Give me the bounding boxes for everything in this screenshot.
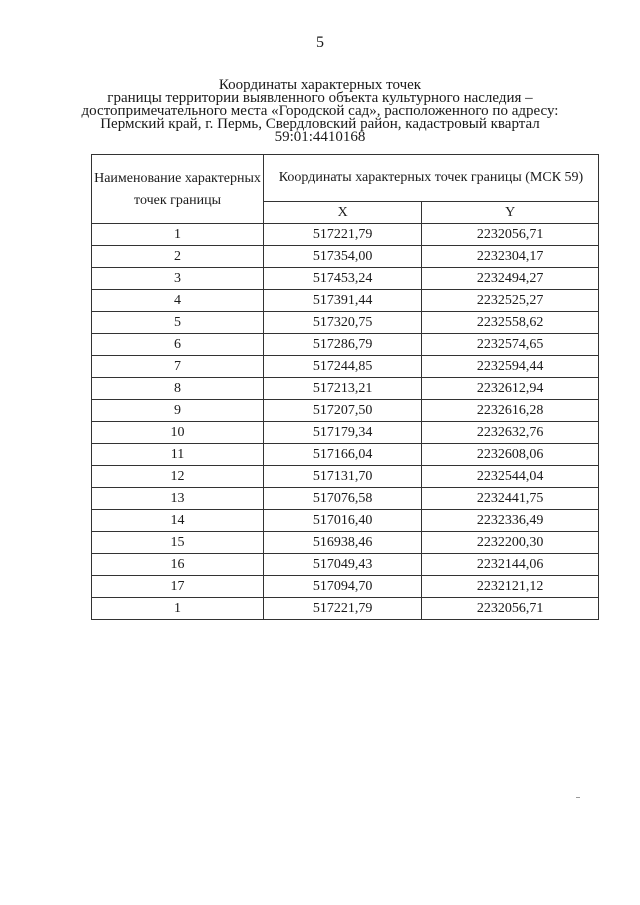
table-row — [92, 422, 599, 444]
x-coordinate-cell: 517221,79 — [264, 224, 422, 246]
point-name-cell: 2 — [92, 246, 264, 268]
y-coordinate-cell: 2232525,27 — [422, 290, 599, 312]
x-coordinate-cell: 517016,40 — [264, 510, 422, 532]
point-name-cell: 1 — [92, 598, 264, 620]
x-coordinate-cell: 517094,70 — [264, 576, 422, 598]
x-coordinate-cell: 517391,44 — [264, 290, 422, 312]
title-line: Координаты характерных точек — [218, 77, 422, 93]
table-row — [92, 334, 599, 356]
y-coordinate-cell: 2232121,12 — [422, 576, 599, 598]
x-coordinate-cell: 517213,21 — [264, 378, 422, 400]
x-coordinate-cell: 517320,75 — [264, 312, 422, 334]
point-name-cell: 11 — [92, 444, 264, 466]
point-name-cell: 5 — [92, 312, 264, 334]
y-coordinate-cell: 2232494,27 — [422, 268, 599, 290]
y-coordinate-cell: 2232616,28 — [422, 400, 599, 422]
x-coordinate-cell: 516938,46 — [264, 532, 422, 554]
x-coordinate-cell: 517049,43 — [264, 554, 422, 576]
point-name-cell: 15 — [92, 532, 264, 554]
point-name-cell: 4 — [92, 290, 264, 312]
coordinates-table — [91, 154, 599, 620]
y-coordinate-cell: 2232612,94 — [422, 378, 599, 400]
table-row — [92, 246, 599, 268]
y-coordinate-cell: 2232558,62 — [422, 312, 599, 334]
y-coordinate-cell: 2232056,71 — [422, 598, 599, 620]
table-row — [92, 290, 599, 312]
table-row — [92, 444, 599, 466]
x-coordinate-cell: 517286,79 — [264, 334, 422, 356]
y-coordinate-cell: 2232441,75 — [422, 488, 599, 510]
header-coordinates: Координаты характерных точек границы (МСК 59) — [264, 155, 599, 202]
y-coordinate-cell: 2232336,49 — [422, 510, 599, 532]
title-line: 59:01:4410168 — [274, 129, 366, 145]
table-row — [92, 554, 599, 576]
table-row — [92, 312, 599, 334]
x-coordinate-cell: 517244,85 — [264, 356, 422, 378]
point-name-cell: 10 — [92, 422, 264, 444]
table-row — [92, 576, 599, 598]
y-coordinate-cell: 2232608,06 — [422, 444, 599, 466]
x-coordinate-cell: 517166,04 — [264, 444, 422, 466]
point-name-cell: 6 — [92, 334, 264, 356]
table-row — [92, 268, 599, 290]
point-name-cell: 14 — [92, 510, 264, 532]
header-point-name: Наименование характерных точек границы — [92, 155, 264, 224]
x-coordinate-cell: 517179,34 — [264, 422, 422, 444]
y-coordinate-cell: 2232544,04 — [422, 466, 599, 488]
point-name-cell: 17 — [92, 576, 264, 598]
x-coordinate-cell: 517453,24 — [264, 268, 422, 290]
point-name-cell: 3 — [92, 268, 264, 290]
y-coordinate-cell: 2232574,65 — [422, 334, 599, 356]
point-name-cell: 8 — [92, 378, 264, 400]
title-line: достопримечательного места «Городской сад», расположенного по адресу: — [81, 103, 559, 119]
table-row — [92, 488, 599, 510]
title-line: границы территории выявленного объекта культурного наследия – — [107, 90, 533, 106]
point-name-cell: 16 — [92, 554, 264, 576]
point-name-cell: 1 — [92, 224, 264, 246]
table-row — [92, 510, 599, 532]
point-name-cell: 12 — [92, 466, 264, 488]
x-coordinate-cell: 517221,79 — [264, 598, 422, 620]
y-coordinate-cell: 2232632,76 — [422, 422, 599, 444]
x-coordinate-cell: 517354,00 — [264, 246, 422, 268]
y-coordinate-cell: 2232144,06 — [422, 554, 599, 576]
y-coordinate-cell: 2232594,44 — [422, 356, 599, 378]
header-x: X — [264, 202, 422, 224]
table-row — [92, 598, 599, 620]
header-y: Y — [422, 202, 599, 224]
x-coordinate-cell: 517131,70 — [264, 466, 422, 488]
page-number: 5 — [316, 34, 324, 51]
scan-mark — [576, 797, 580, 798]
table-row — [92, 466, 599, 488]
table-row — [92, 224, 599, 246]
table-row — [92, 400, 599, 422]
point-name-cell: 9 — [92, 400, 264, 422]
table-row — [92, 356, 599, 378]
point-name-cell: 7 — [92, 356, 264, 378]
y-coordinate-cell: 2232304,17 — [422, 246, 599, 268]
table-row — [92, 532, 599, 554]
x-coordinate-cell: 517207,50 — [264, 400, 422, 422]
point-name-cell: 13 — [92, 488, 264, 510]
document-title — [0, 79, 640, 144]
table-body — [92, 224, 599, 620]
title-line: Пермский край, г. Пермь, Свердловский район, кадастровый квартал — [100, 116, 540, 132]
x-coordinate-cell: 517076,58 — [264, 488, 422, 510]
y-coordinate-cell: 2232056,71 — [422, 224, 599, 246]
y-coordinate-cell: 2232200,30 — [422, 532, 599, 554]
table-row — [92, 378, 599, 400]
